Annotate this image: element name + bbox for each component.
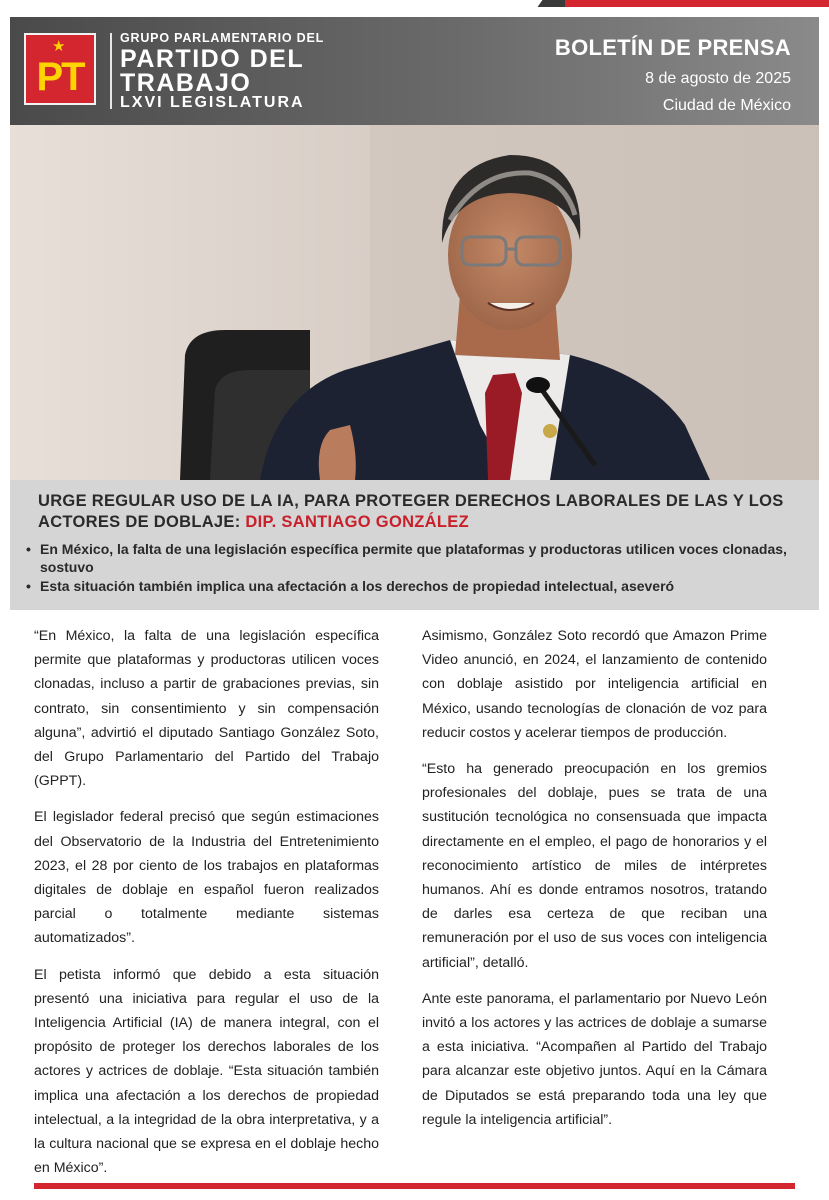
group-name-line1: GRUPO PARLAMENTARIO DEL — [120, 31, 325, 45]
top-accent-red — [565, 0, 829, 7]
article-paragraph: Asimismo, González Soto recordó que Amazon Prime Video anunció, en 2024, el lanzamiento de contenido con doblaje asistido por inteligencia artificial en México, usando tecnologías de clonación de voz para reducir costos y acelerar tiempos de producción. — [422, 628, 767, 741]
logo-text: PT — [36, 55, 84, 99]
speaker-illustration — [10, 125, 819, 480]
summary-bullets — [24, 540, 814, 596]
article-paragraph: “Esto ha generado preocupación en los gremios profesionales del doblaje, pues se trata de una sustitución tecnológica no consensuada que impacta directamente en el empleo, el pago de honorarios y el reconocimiento artístico de miles de intérpretes humanos. Ahí es donde entramos nosotros, tratando de darles esa certeza de que reciban una remuneración por el uso de sus voces con inteligencia artificial”, detalló. — [422, 761, 767, 971]
legislature-label: LXVI LEGISLATURA — [120, 94, 305, 111]
article-right-column — [422, 624, 767, 1144]
summary-bullet: • En México, la falta de una legislación específica permite que plataformas y productoras utilicen voces clonadas, sostuvo — [24, 540, 814, 576]
bulletin-title: BOLETÍN DE PRENSA — [554, 35, 791, 60]
bulletin-city: Ciudad de México — [662, 97, 791, 114]
headline-box — [10, 480, 819, 610]
summary-bullet: • Esta situación también implica una afectación a los derechos de propiedad intelectual, aseveró — [24, 577, 814, 595]
bulletin-date: 8 de agosto de 2025 — [645, 70, 791, 87]
group-name-line2: PARTIDO DEL — [120, 45, 305, 73]
article-paragraph: Ante este panorama, el parlamentario por Nuevo León invitó a los actores y las actrices de doblaje a sumarse a esta iniciativa. “Acompañen al Partido del Trabajo para alcanzar este objetivo juntos. Aquí en la Cámara de Diputados se está preparando toda una ley que regule la inteligencia artificial”. — [422, 990, 767, 1128]
bulletin-header — [10, 17, 819, 125]
article-paragraph: El legislador federal precisó que según estimaciones del Observatorio de la Industria del Entretenimiento 2023, el 28 por ciento de los trabajos en plataformas digitales de doblaje en español fueron realizados parcial o totalmente mediante sistemas automatizados”. — [34, 809, 379, 947]
headline-text: URGE REGULAR USO DE LA IA, PARA PROTEGER DERECHOS LABORALES DE LAS Y LOS ACTORES DE DOBLAJE: — [38, 492, 784, 531]
article-paragraph: “En México, la falta de una legislación específica permite que plataformas y productoras utilicen voces clonadas, incluso a partir de grabaciones previas, sin contrato, sin consentimiento y sin compensación alguna”, advirtió el diputado Santiago González Soto, del Grupo Parlamentario del Partido del Trabajo (GPPT). — [34, 628, 379, 790]
article-paragraph: El petista informó que debido a esta situación presentó una iniciativa para regular el uso de la Inteligencia Artificial (IA) de manera integral, con el propósito de proteger los derechos laborales de los actores y actrices de doblaje. “Esta situación también implica una afectación a los derechos de propiedad intelectual, a la integridad de la obra interpretativa, y a la cultura nacional que se expresa en el doblaje hecho en México”. — [34, 966, 379, 1177]
article-left-column — [34, 624, 379, 1192]
group-name-line3: TRABAJO — [120, 69, 252, 97]
bottom-rule — [34, 1183, 795, 1189]
headline-name: DIP. SANTIAGO GONZÁLEZ — [245, 513, 469, 531]
speaker-photo — [10, 125, 819, 480]
header-divider — [110, 33, 112, 109]
top-accent-strip — [0, 0, 829, 10]
headline — [38, 491, 808, 533]
star-icon: ★ — [52, 38, 66, 55]
pt-logo — [24, 33, 96, 105]
